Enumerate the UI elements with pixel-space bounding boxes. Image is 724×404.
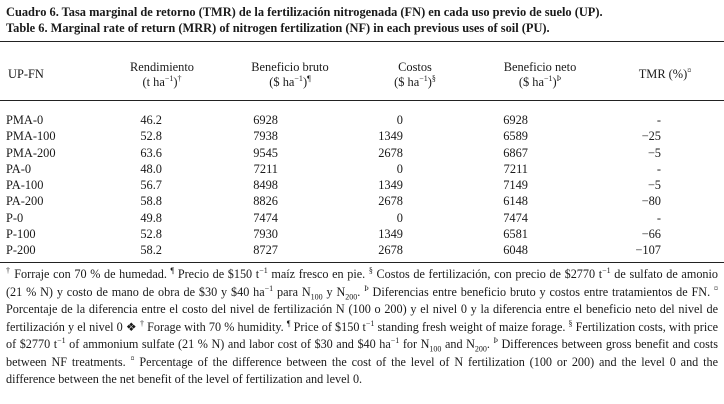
cell-tmr: - bbox=[656, 113, 661, 127]
cell-beneficio-bruto: 6928 bbox=[253, 113, 278, 127]
table-row bbox=[0, 242, 661, 258]
cell-beneficio-bruto: 7930 bbox=[253, 227, 278, 242]
cell-rendimiento: 58.2 bbox=[140, 243, 162, 258]
header-beneficio-bruto-label: Beneficio bruto bbox=[251, 60, 329, 74]
cell-rendimiento: 52.8 bbox=[140, 227, 162, 242]
cell-tmr: −107 bbox=[635, 243, 661, 258]
cell-beneficio-neto: 6867 bbox=[503, 145, 528, 160]
cell-tmr: - bbox=[656, 161, 661, 176]
header-beneficio-bruto-unit: ($ $ha^{-1})^\P$ bbox=[269, 73, 311, 89]
cell-up-fn: PMA-0 bbox=[6, 113, 44, 127]
cell-beneficio-bruto: 8826 bbox=[253, 194, 278, 209]
table-row bbox=[0, 145, 661, 161]
caption-spanish: Cuadro 6. Tasa marginal de retorno (TMR) de la fertilización nitrogenada (FN) en cada uso previo de suelo (UP). bbox=[6, 5, 603, 19]
cell-rendimiento: 49.8 bbox=[140, 210, 162, 225]
cell-beneficio-neto: 6048 bbox=[503, 243, 528, 258]
header-costos-label: Costos bbox=[398, 60, 432, 74]
cell-up-fn: PMA-100 bbox=[6, 129, 56, 144]
header-rendimiento-label: Rendimiento bbox=[129, 60, 194, 74]
cell-tmr: −5 bbox=[647, 178, 661, 193]
cell-up-fn: PMA-200 bbox=[6, 145, 56, 160]
cell-tmr: −5 bbox=[647, 145, 661, 160]
header-costos bbox=[355, 60, 475, 90]
header-up-fn-label: UP-FN bbox=[8, 67, 44, 81]
cell-costos: 1349 bbox=[378, 129, 403, 144]
cell-up-fn: PA-100 bbox=[6, 178, 44, 193]
cell-tmr: −66 bbox=[641, 227, 661, 242]
header-up-fn bbox=[8, 67, 94, 82]
header-rule bbox=[0, 100, 724, 101]
cell-rendimiento: 56.7 bbox=[140, 178, 162, 193]
cell-costos: 0 bbox=[396, 210, 403, 225]
bottom-rule bbox=[0, 262, 724, 263]
cell-beneficio-bruto: 8727 bbox=[253, 243, 278, 258]
cell-beneficio-neto: 7149 bbox=[503, 178, 528, 193]
cell-up-fn: PA-0 bbox=[6, 161, 32, 176]
table-row bbox=[0, 112, 661, 128]
cell-rendimiento: 58.8 bbox=[140, 194, 162, 209]
cell-up-fn: P-100 bbox=[6, 227, 36, 242]
cell-costos: 2678 bbox=[378, 145, 403, 160]
table-row bbox=[0, 193, 661, 209]
cell-costos: 1349 bbox=[378, 227, 403, 242]
cell-beneficio-bruto: 7211 bbox=[253, 161, 278, 176]
cell-costos: 1349 bbox=[378, 178, 403, 193]
caption-english: Table 6. Marginal rate of return (MRR) of nitrogen fertilization (NF) in each previous uses of soil (PU). bbox=[6, 21, 550, 35]
header-beneficio-neto-label: Beneficio neto bbox=[503, 60, 577, 74]
header-beneficio-neto-unit: ($ $ha^{-1})^Þ$ bbox=[518, 73, 562, 89]
cell-costos: 0 bbox=[396, 161, 403, 176]
table-row bbox=[0, 226, 661, 242]
cell-costos: 2678 bbox=[378, 243, 403, 258]
cell-tmr: −25 bbox=[641, 129, 661, 144]
header-rendimiento-unit: (t $ha^{-1})^\dagger$ bbox=[142, 73, 182, 89]
table-row bbox=[0, 161, 661, 177]
cell-up-fn: P-200 bbox=[6, 243, 36, 258]
cell-beneficio-bruto: 8498 bbox=[253, 178, 278, 193]
table-caption bbox=[6, 4, 718, 36]
cell-beneficio-neto: 6148 bbox=[503, 194, 528, 209]
table-row bbox=[0, 210, 661, 226]
cell-rendimiento: 48.0 bbox=[140, 161, 162, 176]
header-beneficio-bruto bbox=[230, 60, 350, 90]
header-rendimiento bbox=[112, 60, 212, 90]
cell-costos: 0 bbox=[396, 113, 403, 127]
footnotes: † Forraje con 70 % de humedad. ¶ Precio de $150 $t^{-1}$ maíz fresco en pie. § Costos de fertilización, con precio de $2770 $t^{-1}$ de sulfato de amonio (21 % N) y costo de mano de obra de $30 y $40 $ha^{-1}$ para $N_{100}$ y $N_{200}$. $^Þ$ Diferencias entre beneficio bruto y costos entre tratamientos de FN. ¤ Porcentaje de la diferencia entre el costo del nivel de fertilización N (100 o 200) y el nivel 0 y la diferencia entre el beneficio neto del nivel de fertilización y el nivel 0 ❖ † Forage with 70 % humidity. ¶ Price of $150 $t^{-1}$ standing fresh weight of maize forage. § Fertilization costs, with price of $2770 $t^{-1}$ of ammonium sulfate (21 % N) and labor cost of $30 and $40 $ha^{-1}$ for $N_{100}$ and $N_{200}$. $^Þ$ Differences between gross benefit and costs between NF treatments. ¤ Percentage of the difference between the cost of the level of N fertilization (100 or 200) and the level 0 and the difference between the net benefit of the level of fertilization and level 0. bbox=[6, 265, 719, 386]
cell-beneficio-neto: 6581 bbox=[503, 227, 528, 242]
cell-beneficio-neto: 6928 bbox=[503, 113, 528, 127]
cell-up-fn: P-0 bbox=[6, 210, 24, 225]
header-tmr-label: TMR (%) bbox=[638, 67, 688, 81]
cell-beneficio-neto: 7474 bbox=[503, 210, 528, 225]
cell-rendimiento: 63.6 bbox=[140, 145, 162, 160]
cell-tmr: −80 bbox=[641, 194, 661, 209]
cell-beneficio-bruto: 9545 bbox=[253, 145, 278, 160]
cell-rendimiento: 46.2 bbox=[140, 113, 162, 127]
cell-beneficio-bruto: 7474 bbox=[253, 210, 278, 225]
cell-costos: 2678 bbox=[378, 194, 403, 209]
cell-beneficio-bruto: 7938 bbox=[253, 129, 278, 144]
table-row bbox=[0, 128, 661, 144]
header-beneficio-neto bbox=[480, 60, 600, 90]
cell-up-fn: PA-200 bbox=[6, 194, 44, 209]
cell-beneficio-neto: 7211 bbox=[503, 161, 528, 176]
cell-rendimiento: 52.8 bbox=[140, 129, 162, 144]
cell-beneficio-neto: 6589 bbox=[503, 129, 528, 144]
header-costos-unit: ($ $ha^{-1})^\S$ bbox=[394, 73, 436, 89]
cell-tmr: - bbox=[656, 210, 661, 225]
top-rule bbox=[0, 41, 724, 42]
header-tmr: TMR (%)¤ bbox=[638, 65, 692, 81]
data-table bbox=[0, 112, 661, 259]
table-row bbox=[0, 177, 661, 193]
